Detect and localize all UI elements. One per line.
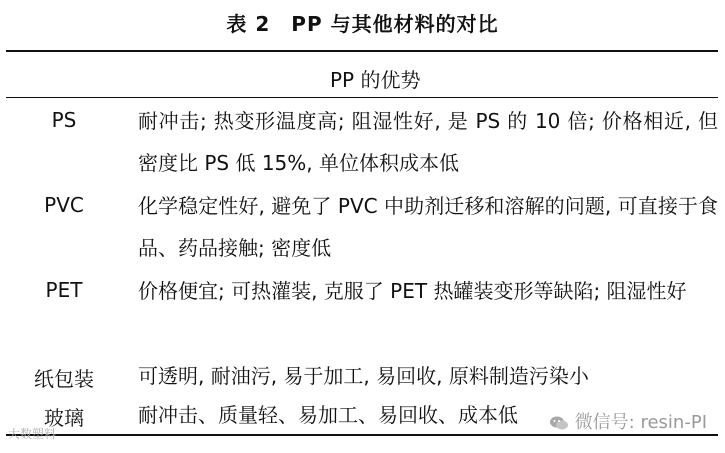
advantage-text: 可透明, 耐油污, 易于加工, 易回收, 原料制造污染小 xyxy=(138,364,589,388)
column-header: PP 的优势 xyxy=(330,68,421,92)
source-watermark: 大数塑料 xyxy=(8,427,57,441)
watermark-text: 微信号: resin-PI xyxy=(574,412,707,433)
table-caption: 表 2 PP 与其他材料的对比 xyxy=(226,12,499,36)
material-label: 玻璃 xyxy=(44,406,84,430)
bottom-rule xyxy=(6,434,718,436)
material-label: PET xyxy=(45,278,83,302)
advantage-text: 耐冲击、质量轻、易加工、易回收、成本低 xyxy=(138,403,518,427)
header-rule xyxy=(6,97,718,98)
material-label: PVC xyxy=(44,193,84,217)
material-label: 纸包装 xyxy=(34,367,94,391)
advantage-text: 耐冲击; 热变形温度高; 阻湿性好, 是 PS 的 10 倍; 价格相近, 但密度比 PS 低 15%, 单位体积成本低 xyxy=(138,109,718,175)
top-rule xyxy=(6,50,718,52)
advantage-text: 价格便宜; 可热灌装, 克服了 PET 热罐装变形等缺陷; 阻湿性好 xyxy=(138,279,687,303)
wechat-watermark xyxy=(545,408,711,434)
advantage-text: 化学稳定性好, 避免了 PVC 中助剂迁移和溶解的问题, 可直接于食品、药品接触; 密度低 xyxy=(138,194,718,260)
material-label: PS xyxy=(51,108,77,132)
wechat-icon xyxy=(549,415,569,431)
